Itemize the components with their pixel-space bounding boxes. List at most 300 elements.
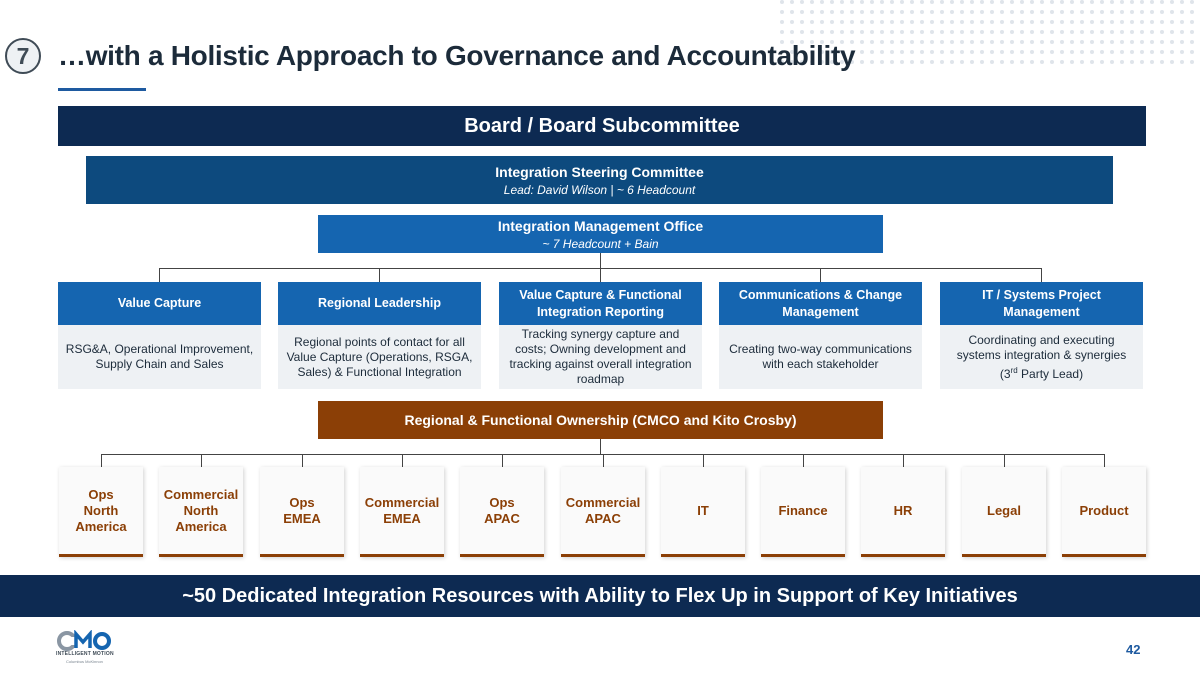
connector-line: [159, 268, 160, 282]
decorative-dot: [890, 60, 894, 64]
decorative-dot: [860, 40, 864, 44]
decorative-dot: [890, 20, 894, 24]
decorative-dot: [980, 40, 984, 44]
decorative-dot: [960, 10, 964, 14]
decorative-dot: [910, 60, 914, 64]
decorative-dot: [1010, 0, 1014, 4]
function-card-label: Ops North America: [75, 486, 127, 534]
decorative-dot: [1030, 50, 1034, 54]
decorative-dot: [1000, 50, 1004, 54]
decorative-dot: [870, 30, 874, 34]
decorative-dot: [1140, 20, 1144, 24]
decorative-dot: [1030, 30, 1034, 34]
regional-ownership-box: [318, 401, 883, 439]
function-card: [661, 467, 745, 557]
decorative-dot: [990, 0, 994, 4]
decorative-dot: [890, 30, 894, 34]
function-card: [561, 467, 645, 557]
decorative-dot: [1030, 10, 1034, 14]
decorative-dot: [870, 40, 874, 44]
decorative-dot: [1070, 20, 1074, 24]
decorative-dot: [1080, 40, 1084, 44]
decorative-dot: [1130, 50, 1134, 54]
function-card-label: HR: [893, 502, 913, 518]
decorative-dot: [910, 40, 914, 44]
decorative-dot: [870, 0, 874, 4]
decorative-dot: [1190, 50, 1194, 54]
decorative-dot: [980, 0, 984, 4]
decorative-dot: [820, 10, 824, 14]
connector-line: [600, 268, 601, 282]
decorative-dot: [1170, 0, 1174, 4]
decorative-dot: [980, 30, 984, 34]
decorative-dot: [860, 30, 864, 34]
decorative-dot: [950, 30, 954, 34]
decorative-dot: [1140, 50, 1144, 54]
decorative-dot: [1150, 50, 1154, 54]
decorative-dot: [800, 20, 804, 24]
decorative-dot: [1090, 50, 1094, 54]
decorative-dot: [1000, 20, 1004, 24]
decorative-dot: [1140, 60, 1144, 64]
cmco-logo: [56, 630, 112, 652]
logo-subline: Columbus McKinnon: [66, 659, 103, 664]
connector-line: [379, 268, 380, 282]
decorative-dot: [830, 30, 834, 34]
connector-line: [820, 268, 821, 282]
step-number-badge: 7: [5, 38, 41, 74]
workstream-header-communications: Communications & Change Management: [719, 282, 922, 325]
decorative-dot: [900, 50, 904, 54]
footer-banner: [0, 575, 1200, 617]
decorative-dot: [860, 50, 864, 54]
decorative-dot: [980, 20, 984, 24]
decorative-dot: [1150, 0, 1154, 4]
decorative-dot: [1050, 40, 1054, 44]
decorative-dot: [1030, 20, 1034, 24]
decorative-dot: [1020, 20, 1024, 24]
decorative-dot: [1010, 20, 1014, 24]
decorative-dot: [990, 40, 994, 44]
function-card: [460, 467, 544, 557]
decorative-dot: [1050, 20, 1054, 24]
function-card-label: IT: [697, 502, 709, 518]
decorative-dot: [1090, 40, 1094, 44]
workstream-desc-communications: Creating two-way communications with each stakeholder: [719, 325, 922, 389]
decorative-dot: [830, 10, 834, 14]
workstream-desc-it-systems-lead: (3rd Party Lead): [999, 365, 1084, 381]
decorative-dot: [910, 10, 914, 14]
decorative-dot: [970, 30, 974, 34]
decorative-dot: [830, 20, 834, 24]
function-card: [761, 467, 845, 557]
decorative-dot: [1100, 20, 1104, 24]
decorative-dot: [930, 10, 934, 14]
decorative-dot: [1180, 0, 1184, 4]
decorative-dot: [1160, 0, 1164, 4]
connector-line: [1104, 454, 1105, 467]
decorative-dot: [990, 60, 994, 64]
decorative-dot: [1010, 30, 1014, 34]
decorative-dot: [1190, 60, 1194, 64]
decorative-dot: [940, 50, 944, 54]
decorative-dot: [1010, 10, 1014, 14]
decorative-dot: [930, 20, 934, 24]
decorative-dot: [970, 0, 974, 4]
function-card-label: Commercial APAC: [565, 494, 641, 526]
function-card-label: Commercial EMEA: [364, 494, 440, 526]
decorative-dot: [1160, 10, 1164, 14]
decorative-dot: [940, 20, 944, 24]
decorative-dot: [1150, 40, 1154, 44]
function-card: [360, 467, 444, 557]
decorative-dot: [1080, 50, 1084, 54]
decorative-dot: [980, 10, 984, 14]
decorative-dot: [910, 20, 914, 24]
decorative-dot: [1110, 40, 1114, 44]
decorative-dot: [1070, 40, 1074, 44]
decorative-dot: [800, 10, 804, 14]
decorative-dot: [920, 0, 924, 4]
decorative-dot: [830, 0, 834, 4]
decorative-dot: [870, 60, 874, 64]
decorative-dot: [1050, 50, 1054, 54]
decorative-dot: [880, 0, 884, 4]
decorative-dot: [810, 0, 814, 4]
workstream-header-it-systems: IT / Systems Project Management: [940, 282, 1143, 325]
decorative-dot: [1190, 30, 1194, 34]
decorative-dot: [950, 10, 954, 14]
decorative-dot: [1050, 60, 1054, 64]
workstream-desc-value-capture: RSG&A, Operational Improvement, Supply Chain and Sales: [58, 325, 261, 389]
decorative-dot: [900, 10, 904, 14]
decorative-dot: [1160, 20, 1164, 24]
decorative-dot: [810, 20, 814, 24]
decorative-dot: [1180, 50, 1184, 54]
decorative-dot: [840, 30, 844, 34]
imo-box: [318, 215, 883, 253]
function-card: [59, 467, 143, 557]
decorative-dot: [1120, 20, 1124, 24]
decorative-dot: [940, 30, 944, 34]
decorative-dot: [1090, 30, 1094, 34]
decorative-dot: [1060, 0, 1064, 4]
decorative-dot: [820, 20, 824, 24]
decorative-dot: [960, 0, 964, 4]
page-number: 42: [1126, 642, 1141, 657]
decorative-dot: [860, 60, 864, 64]
decorative-dot: [900, 60, 904, 64]
decorative-dot: [1170, 30, 1174, 34]
decorative-dot: [890, 10, 894, 14]
decorative-dot: [1010, 60, 1014, 64]
decorative-dot: [790, 0, 794, 4]
connector-line: [803, 454, 804, 467]
decorative-dot: [1080, 30, 1084, 34]
decorative-dot: [1070, 60, 1074, 64]
decorative-dot: [1060, 10, 1064, 14]
decorative-dot: [950, 60, 954, 64]
decorative-dot: [910, 50, 914, 54]
decorative-dot: [1120, 10, 1124, 14]
decorative-dot: [1100, 10, 1104, 14]
decorative-dot: [1140, 30, 1144, 34]
decorative-dot: [1160, 50, 1164, 54]
workstream-desc-it-systems: [940, 325, 1143, 389]
decorative-dot: [1160, 60, 1164, 64]
decorative-dot: [1000, 30, 1004, 34]
decorative-dot: [850, 10, 854, 14]
decorative-dot: [970, 10, 974, 14]
function-card-label: Commercial North America: [163, 486, 239, 534]
decorative-dot: [1130, 0, 1134, 4]
decorative-dot: [1130, 10, 1134, 14]
decorative-dot: [820, 0, 824, 4]
decorative-dot: [1160, 30, 1164, 34]
connector-line: [1004, 454, 1005, 467]
decorative-dot: [900, 0, 904, 4]
decorative-dot: [1100, 0, 1104, 4]
decorative-dot: [1090, 0, 1094, 4]
decorative-dot: [1000, 0, 1004, 4]
function-card-label: Ops EMEA: [283, 494, 321, 526]
decorative-dot: [990, 50, 994, 54]
decorative-dot: [1110, 30, 1114, 34]
decorative-dot: [1020, 0, 1024, 4]
decorative-dot: [1060, 30, 1064, 34]
logo-tagline: INTELLIGENT MOTION: [56, 651, 114, 657]
connector-line: [600, 439, 601, 454]
decorative-dot: [920, 20, 924, 24]
decorative-dot: [960, 20, 964, 24]
decorative-dot: [950, 0, 954, 4]
connector-line: [603, 454, 604, 467]
decorative-dot: [1120, 60, 1124, 64]
connector-line: [302, 454, 303, 467]
decorative-dot: [1180, 20, 1184, 24]
decorative-dot: [870, 10, 874, 14]
imo-title: Integration Management Office: [497, 217, 704, 234]
decorative-dot: [970, 50, 974, 54]
decorative-dot: [1010, 40, 1014, 44]
decorative-dot: [1030, 60, 1034, 64]
decorative-dot: [990, 10, 994, 14]
decorative-dot: [1130, 30, 1134, 34]
decorative-dot: [900, 30, 904, 34]
steering-committee-subtitle: Lead: David Wilson | ~ 6 Headcount: [503, 182, 696, 197]
decorative-dot: [1020, 50, 1024, 54]
decorative-dot: [1180, 40, 1184, 44]
decorative-dot: [930, 0, 934, 4]
function-card: [260, 467, 344, 557]
decorative-dot: [1100, 60, 1104, 64]
decorative-dot: [1020, 60, 1024, 64]
imo-subtitle: ~ 7 Headcount + Bain: [542, 236, 659, 251]
decorative-dot: [1140, 0, 1144, 4]
decorative-dot: [1010, 50, 1014, 54]
decorative-dot: [870, 20, 874, 24]
decorative-dot: [1170, 50, 1174, 54]
decorative-dot: [1050, 10, 1054, 14]
decorative-dot: [1170, 20, 1174, 24]
decorative-dot: [910, 30, 914, 34]
decorative-dot: [1040, 20, 1044, 24]
decorative-dot: [1080, 20, 1084, 24]
decorative-dot: [1040, 30, 1044, 34]
decorative-dot: [790, 10, 794, 14]
function-card: [861, 467, 945, 557]
decorative-dot: [1120, 40, 1124, 44]
decorative-dot: [1030, 0, 1034, 4]
workstream-desc-regional-leadership: Regional points of contact for all Value Capture (Operations, RSGA, Sales) & Functional Integration: [278, 325, 481, 389]
workstream-header-reporting: Value Capture & Functional Integration Reporting: [499, 282, 702, 325]
decorative-dot: [850, 30, 854, 34]
decorative-dot: [890, 50, 894, 54]
steering-committee-box: [86, 156, 1113, 204]
function-card-label: Legal: [987, 502, 1021, 518]
decorative-dot: [960, 30, 964, 34]
decorative-dot: [980, 50, 984, 54]
decorative-dot: [1040, 0, 1044, 4]
decorative-dot: [900, 20, 904, 24]
title-underline: [58, 88, 146, 91]
decorative-dot: [1180, 60, 1184, 64]
steering-committee-title: Integration Steering Committee: [495, 163, 704, 180]
decorative-dot: [920, 60, 924, 64]
decorative-dot: [1040, 50, 1044, 54]
decorative-dot: [1060, 40, 1064, 44]
decorative-dot: [1100, 30, 1104, 34]
decorative-dot: [1080, 60, 1084, 64]
decorative-dot: [1110, 60, 1114, 64]
decorative-dot: [990, 30, 994, 34]
decorative-dot: [920, 40, 924, 44]
function-card: [1062, 467, 1146, 557]
decorative-dot: [960, 60, 964, 64]
decorative-dot: [1190, 20, 1194, 24]
decorative-dot: [980, 60, 984, 64]
connector-line: [903, 454, 904, 467]
decorative-dot: [940, 60, 944, 64]
decorative-dot: [880, 40, 884, 44]
decorative-dot: [840, 10, 844, 14]
decorative-dot: [1090, 20, 1094, 24]
page-title: …with a Holistic Approach to Governance and Accountability: [58, 40, 856, 71]
decorative-dot: [1000, 10, 1004, 14]
decorative-dot: [1070, 50, 1074, 54]
decorative-dot: [1180, 10, 1184, 14]
decorative-dot: [1130, 40, 1134, 44]
decorative-dot: [1110, 50, 1114, 54]
decorative-dot: [1040, 60, 1044, 64]
decorative-dot: [880, 30, 884, 34]
decorative-dot: [1040, 10, 1044, 14]
decorative-dot: [1070, 10, 1074, 14]
connector-line: [703, 454, 704, 467]
connector-line: [101, 454, 102, 467]
decorative-dot: [1050, 30, 1054, 34]
decorative-dot: [890, 0, 894, 4]
decorative-dot: [1120, 0, 1124, 4]
decorative-dot: [990, 20, 994, 24]
decorative-dot: [790, 30, 794, 34]
decorative-dot: [970, 60, 974, 64]
decorative-dot: [1150, 10, 1154, 14]
decorative-dot: [1130, 60, 1134, 64]
decorative-dot: [840, 20, 844, 24]
decorative-dot: [1020, 40, 1024, 44]
decorative-dot: [1150, 20, 1154, 24]
decorative-dot: [1060, 60, 1064, 64]
decorative-dot: [1150, 60, 1154, 64]
function-card-label: Product: [1079, 502, 1129, 518]
decorative-dot: [1020, 30, 1024, 34]
decorative-dot: [930, 50, 934, 54]
decorative-dot: [800, 0, 804, 4]
decorative-dot: [1050, 0, 1054, 4]
decorative-dot: [1060, 50, 1064, 54]
decorative-dot: [800, 30, 804, 34]
footer-banner-label: ~50 Dedicated Integration Resources with Ability to Flex Up in Support of Key Initiatives: [182, 584, 1018, 607]
decorative-dot: [850, 20, 854, 24]
decorative-dot: [960, 50, 964, 54]
decorative-dot: [880, 60, 884, 64]
decorative-dot: [1000, 60, 1004, 64]
decorative-dot: [1120, 30, 1124, 34]
decorative-dot: [850, 0, 854, 4]
decorative-dot: [810, 10, 814, 14]
workstream-header-regional-leadership: Regional Leadership: [278, 282, 481, 325]
decorative-dot: [1110, 20, 1114, 24]
workstream-header-value-capture: Value Capture: [58, 282, 261, 325]
decorative-dot: [970, 40, 974, 44]
decorative-dot: [950, 50, 954, 54]
decorative-dot: [880, 10, 884, 14]
decorative-dot: [1170, 10, 1174, 14]
decorative-dot: [890, 40, 894, 44]
connector-line: [502, 454, 503, 467]
connector-line: [402, 454, 403, 467]
decorative-dot: [1000, 40, 1004, 44]
decorative-dot: [860, 20, 864, 24]
decorative-dot: [940, 10, 944, 14]
decorative-dot: [880, 20, 884, 24]
decorative-dot: [1040, 40, 1044, 44]
decorative-dot: [930, 40, 934, 44]
decorative-dot: [790, 20, 794, 24]
decorative-dot: [1090, 10, 1094, 14]
decorative-dot: [1170, 40, 1174, 44]
decorative-dot: [780, 20, 784, 24]
decorative-dot: [1170, 60, 1174, 64]
decorative-dot: [960, 40, 964, 44]
decorative-dot: [1130, 20, 1134, 24]
decorative-dot: [1070, 30, 1074, 34]
decorative-dot: [1100, 50, 1104, 54]
decorative-dot: [1080, 10, 1084, 14]
decorative-dot: [860, 0, 864, 4]
decorative-dot: [1110, 0, 1114, 4]
decorative-dot: [930, 30, 934, 34]
decorative-dot: [1080, 0, 1084, 4]
connector-line: [600, 253, 601, 268]
function-card: [962, 467, 1046, 557]
decorative-dot: [780, 30, 784, 34]
decorative-dot: [920, 30, 924, 34]
decorative-dot: [920, 50, 924, 54]
decorative-dot: [1020, 10, 1024, 14]
decorative-dot: [1190, 0, 1194, 4]
